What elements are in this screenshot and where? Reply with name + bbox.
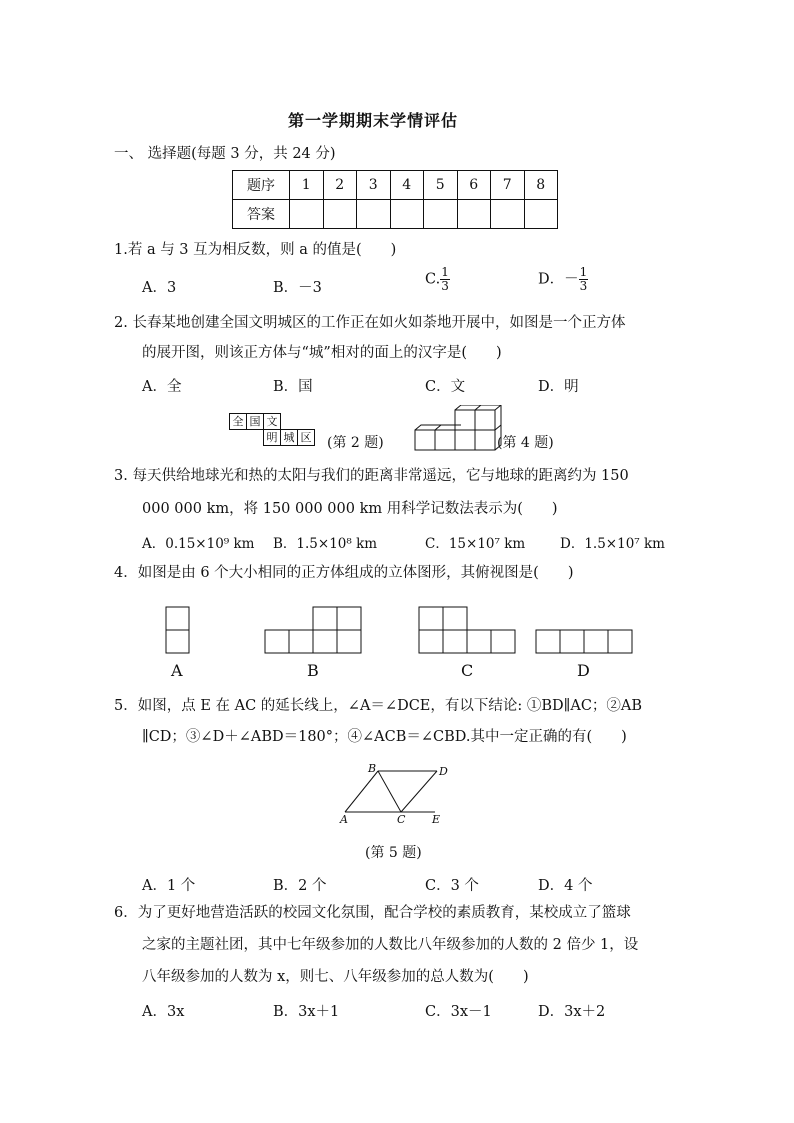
q4-option-a-view [166, 607, 189, 653]
cube-face [475, 430, 495, 450]
answer-table-header-row [233, 171, 558, 200]
q2-option-d: D．明 [538, 379, 579, 395]
answer-cell[interactable] [524, 200, 558, 229]
answer-cell[interactable] [290, 200, 324, 229]
point-label-b: B [368, 762, 377, 775]
cube-face [455, 430, 475, 450]
answer-table [232, 170, 558, 229]
fraction-denominator: 3 [441, 279, 449, 293]
table-col-2: 2 [323, 171, 357, 200]
q5-option-c: C．3 个 [425, 878, 479, 894]
q4-solid-figure [414, 405, 504, 453]
q6-line3: 八年级参加的人数为 x，则七、八年级参加的总人数为( ) [142, 969, 529, 985]
q6-option-d: D．3x＋2 [538, 1004, 606, 1020]
q4-option-d-view [536, 630, 632, 653]
q3-option-c: C．15×10⁷ km [425, 536, 526, 552]
q1-option-c-prefix: C. [425, 271, 441, 288]
q1-option-d-prefix: D．－ [538, 271, 579, 288]
fraction-numerator: 1 [441, 265, 449, 279]
point-label-a: A [340, 813, 348, 826]
q1-option-c-fraction [440, 266, 450, 293]
q3-line1: 3. 每天供给地球光和热的太阳与我们的距离非常遥远，它与地球的距离约为 150 [114, 468, 629, 484]
q4-label-a: A [171, 661, 183, 680]
q3-line2: 000 000 km，将 150 000 000 km 用科学记数法表示为( ) [142, 501, 558, 517]
fraction-numerator: 1 [579, 265, 588, 279]
point-label-e: E [432, 813, 441, 826]
point-label-d: D [439, 765, 448, 778]
q4-option-b-view [265, 607, 361, 653]
q6-option-a: A．3x [142, 1004, 185, 1020]
fraction-denominator: 3 [579, 279, 588, 293]
q6-option-b: B．3x＋1 [273, 1004, 340, 1020]
point-label-c: C [397, 813, 406, 826]
table-col-6: 6 [457, 171, 491, 200]
cube-face [415, 430, 435, 450]
q6-option-c: C．3x－1 [425, 1004, 492, 1020]
section-heading: 一、 选择题(每题 3 分，共 24 分) [114, 146, 336, 162]
net-face: 城 [281, 430, 298, 446]
page-title: 第一学期期末学情评估 [288, 111, 459, 130]
q1-option-c [425, 266, 450, 293]
answer-cell[interactable] [390, 200, 424, 229]
answer-cell[interactable] [357, 200, 391, 229]
q4-option-c-view [419, 607, 515, 653]
q4-options-figure [160, 604, 640, 680]
q5-option-a: A．1 个 [142, 878, 196, 894]
q2-option-c: C．文 [425, 379, 466, 395]
net-face: 国 [247, 414, 264, 430]
line-cd [401, 771, 437, 812]
q4-label-c: C [461, 661, 474, 680]
answer-cell[interactable] [457, 200, 491, 229]
q4-stem: 4．如图是由 6 个大小相同的正方体组成的立体图形，其俯视图是( ) [114, 565, 574, 581]
table-col-5: 5 [424, 171, 458, 200]
answer-table-answer-row [233, 200, 558, 229]
q6-line2: 之家的主题社团，其中七年级参加的人数比八年级参加的人数的 2 倍少 1，设 [142, 937, 639, 953]
table-col-4: 4 [390, 171, 424, 200]
cube-face [435, 430, 455, 450]
q4-figure-caption: (第 4 题) [497, 435, 554, 451]
table-header-label: 题序 [233, 171, 290, 200]
answer-cell[interactable] [424, 200, 458, 229]
q3-option-a: A．0.15×10⁹ km [142, 536, 255, 552]
table-col-1: 1 [290, 171, 324, 200]
q5-line2: ∥CD；③∠D＋∠ABD＝180°；④∠ACB＝∠CBD.其中一定正确的有( ) [142, 729, 627, 745]
net-face: 文 [264, 414, 281, 430]
q4-label-b: B [307, 661, 319, 680]
table-col-3: 3 [357, 171, 391, 200]
answer-cell[interactable] [491, 200, 525, 229]
table-answer-label: 答案 [233, 200, 290, 229]
net-face: 全 [230, 414, 247, 430]
q5-line1: 5．如图，点 E 在 AC 的延长线上，∠A＝∠DCE，有以下结论: ①BD∥AC；②AB [114, 698, 643, 714]
table-col-8: 8 [524, 171, 558, 200]
q1-option-b: B．－3 [273, 280, 322, 296]
q5-geometry-figure [335, 760, 450, 828]
q1-option-a: A．3 [142, 280, 177, 296]
cube-face [475, 410, 495, 430]
q2-option-a: A．全 [142, 379, 182, 395]
line-ab [345, 771, 378, 812]
q3-option-b: B．1.5×10⁸ km [273, 536, 378, 552]
q1-option-d [538, 266, 588, 293]
net-face: 区 [298, 430, 315, 446]
line-bc [378, 771, 401, 812]
q3-option-d: D．1.5×10⁷ km [560, 536, 665, 552]
q5-option-b: B．2 个 [273, 878, 327, 894]
q5-option-d: D．4 个 [538, 878, 593, 894]
q1-stem: 1.若 a 与 3 互为相反数，则 a 的值是( ) [114, 242, 397, 258]
q2-line1: 2. 长春某地创建全国文明城区的工作正在如火如荼地开展中，如图是一个正方体 [114, 315, 626, 331]
cube-face [455, 410, 475, 430]
q2-line2: 的展开图，则该正方体与“城”相对的面上的汉字是( ) [142, 345, 502, 361]
q6-line1: 6．为了更好地营造活跃的校园文化氛围，配合学校的素质教育，某校成立了篮球 [114, 905, 631, 921]
cube-net-figure [229, 413, 315, 446]
q2-figure-caption: (第 2 题) [327, 435, 384, 451]
q5-figure-caption: (第 5 题) [365, 845, 422, 861]
q2-option-b: B．国 [273, 379, 313, 395]
table-col-7: 7 [491, 171, 525, 200]
net-face: 明 [264, 430, 281, 446]
answer-cell[interactable] [323, 200, 357, 229]
q4-label-d: D [577, 661, 590, 680]
q1-option-d-fraction [579, 266, 589, 293]
